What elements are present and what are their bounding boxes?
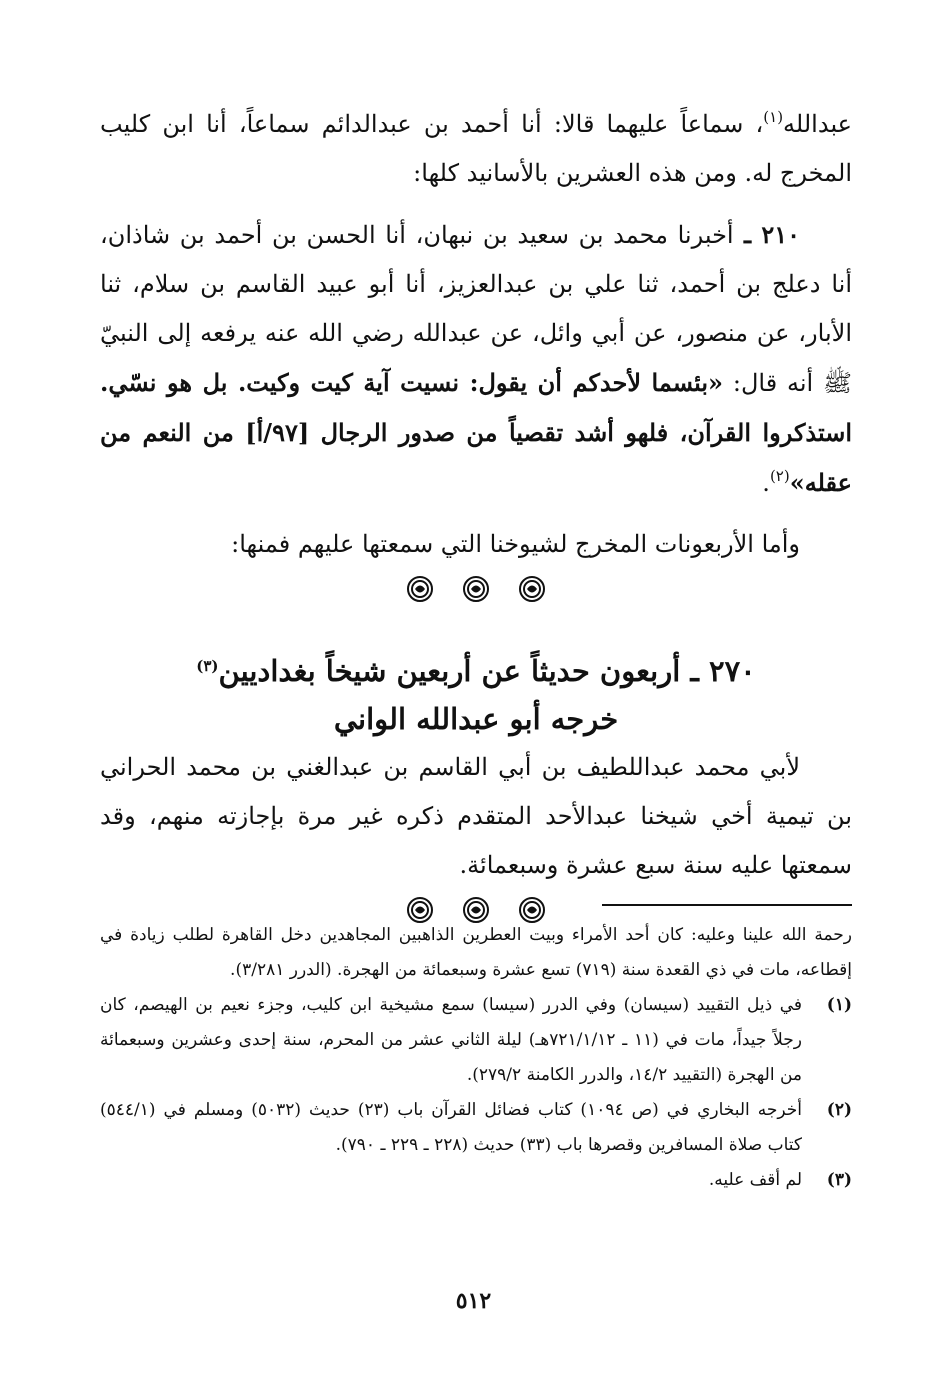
hadith-number: ٢١٠ ـ [733, 220, 800, 249]
page-number: ٥١٢ [455, 1288, 492, 1314]
footnote-ref-3[interactable]: (٣) [196, 657, 219, 675]
footnote-continuation [100, 918, 852, 988]
footnote-3 [100, 1163, 852, 1198]
footnote-number: (٢) [826, 1100, 852, 1120]
footnote-ref-2[interactable]: (٢) [769, 467, 790, 485]
ornament-icon [463, 576, 489, 602]
hadith-narration: أخبرنا محمد بن سعيد بن نبهان، أنا الحسن بن أحمد بن شاذان، أنا دعلج بن أحمد، ثنا علي بن عبدالعزيز، أنا أبو عبيد القاسم بن سلام، ثنا الأبار، عن منصور، عن أبي وائل، عن عبدالله رضي الله عنه يرفعه إلى النبيّ ﷺ أنه قال: [100, 221, 852, 397]
footnote-text: في ذيل التقييد (سيسان) وفي الدرر (سيسا) سمع مشيخية ابن كليب، وجزء نعيم بن الهيصم، كان رجلاً جيداً، مات في (١١ ـ ٧٢١/١/١٢هـ) ليلة الثاني عشر من المحرم، سنة إحدى وعشرين وسبعمائة من الهجرة (التقييد ١٤/٢، والدرر الكامنة ٢٧٩/٢). [100, 995, 802, 1085]
footnote-number: (٣) [826, 1170, 852, 1190]
footnote-text: أخرجه البخاري في (ص ١٠٩٤) كتاب فضائل القرآن باب (٢٣) حديث (٥٠٣٢) ومسلم في (٥٤٤/١) كتاب صلاة المسافرين وقصرها باب (٣٣) حديث (٢٢٨ ـ ٢٢٩ ـ ٧٩٠). [100, 1100, 802, 1155]
footnotes [100, 904, 852, 1198]
intro-paragraph [100, 100, 852, 198]
ornament-divider [100, 569, 852, 609]
section-subheading: خرجه أبو عبدالله الواني [333, 702, 619, 736]
footnote-number: (١) [826, 995, 852, 1015]
hadith-quote: «بئسما لأحدكم أن يقول: نسيت آية كيت وكيت. بل هو نسّي. استذكروا القرآن، فلهو أشد تقصياً من صدور الرجال [٩٧/أ] من النعم من عقله» [100, 368, 852, 497]
ornament-icon [407, 576, 433, 602]
footnote-1 [100, 988, 852, 1093]
intro-text-start: عبدالله [783, 110, 852, 138]
section-body: لأبي محمد عبداللطيف بن أبي القاسم بن عبدالغني بن محمد الحراني بن تيمية أخي شيخنا عبدالأحد المتقدم ذكره غير مرة بإجازته منهم، وقد سمعتها عليه سنة سبع عشرة وسبعمائة. [100, 753, 852, 879]
section-heading [100, 647, 852, 695]
main-text [100, 100, 852, 930]
footnote-continuation-text: رحمة الله علينا وعليه: كان أحد الأمراء وبيت العطرين الذاهبين المجاهدين دخل القاهرة لطلب زيادة في إقطاعه، مات في ذي القعدة سنة (٧١٩) تسع عشرة وسبعمائة من الهجرة. (الدرر ٣/٢٨١). [100, 925, 852, 980]
arbaun-intro: وأما الأربعونات المخرج لشيوخنا التي سمعتها عليهم فمنها: [231, 530, 800, 558]
section-heading-title: ٢٧٠ ـ أربعون حديثاً عن أربعين شيخاً بغداديين [218, 654, 756, 688]
footnote-2 [100, 1093, 852, 1163]
hadith-paragraph [100, 210, 852, 508]
ornament-icon [519, 576, 545, 602]
hadith-end: . [762, 469, 770, 497]
footnote-text: لم أقف عليه. [708, 1170, 802, 1190]
intro-text-end: ، سماعاً عليهما قالا: أنا أحمد بن عبدالدائم سماعاً، أنا ابن كليب المخرج له. ومن هذه العشرين بالأسانيد كلها: [100, 110, 852, 187]
footnote-ref-1[interactable]: (١) [763, 108, 784, 126]
